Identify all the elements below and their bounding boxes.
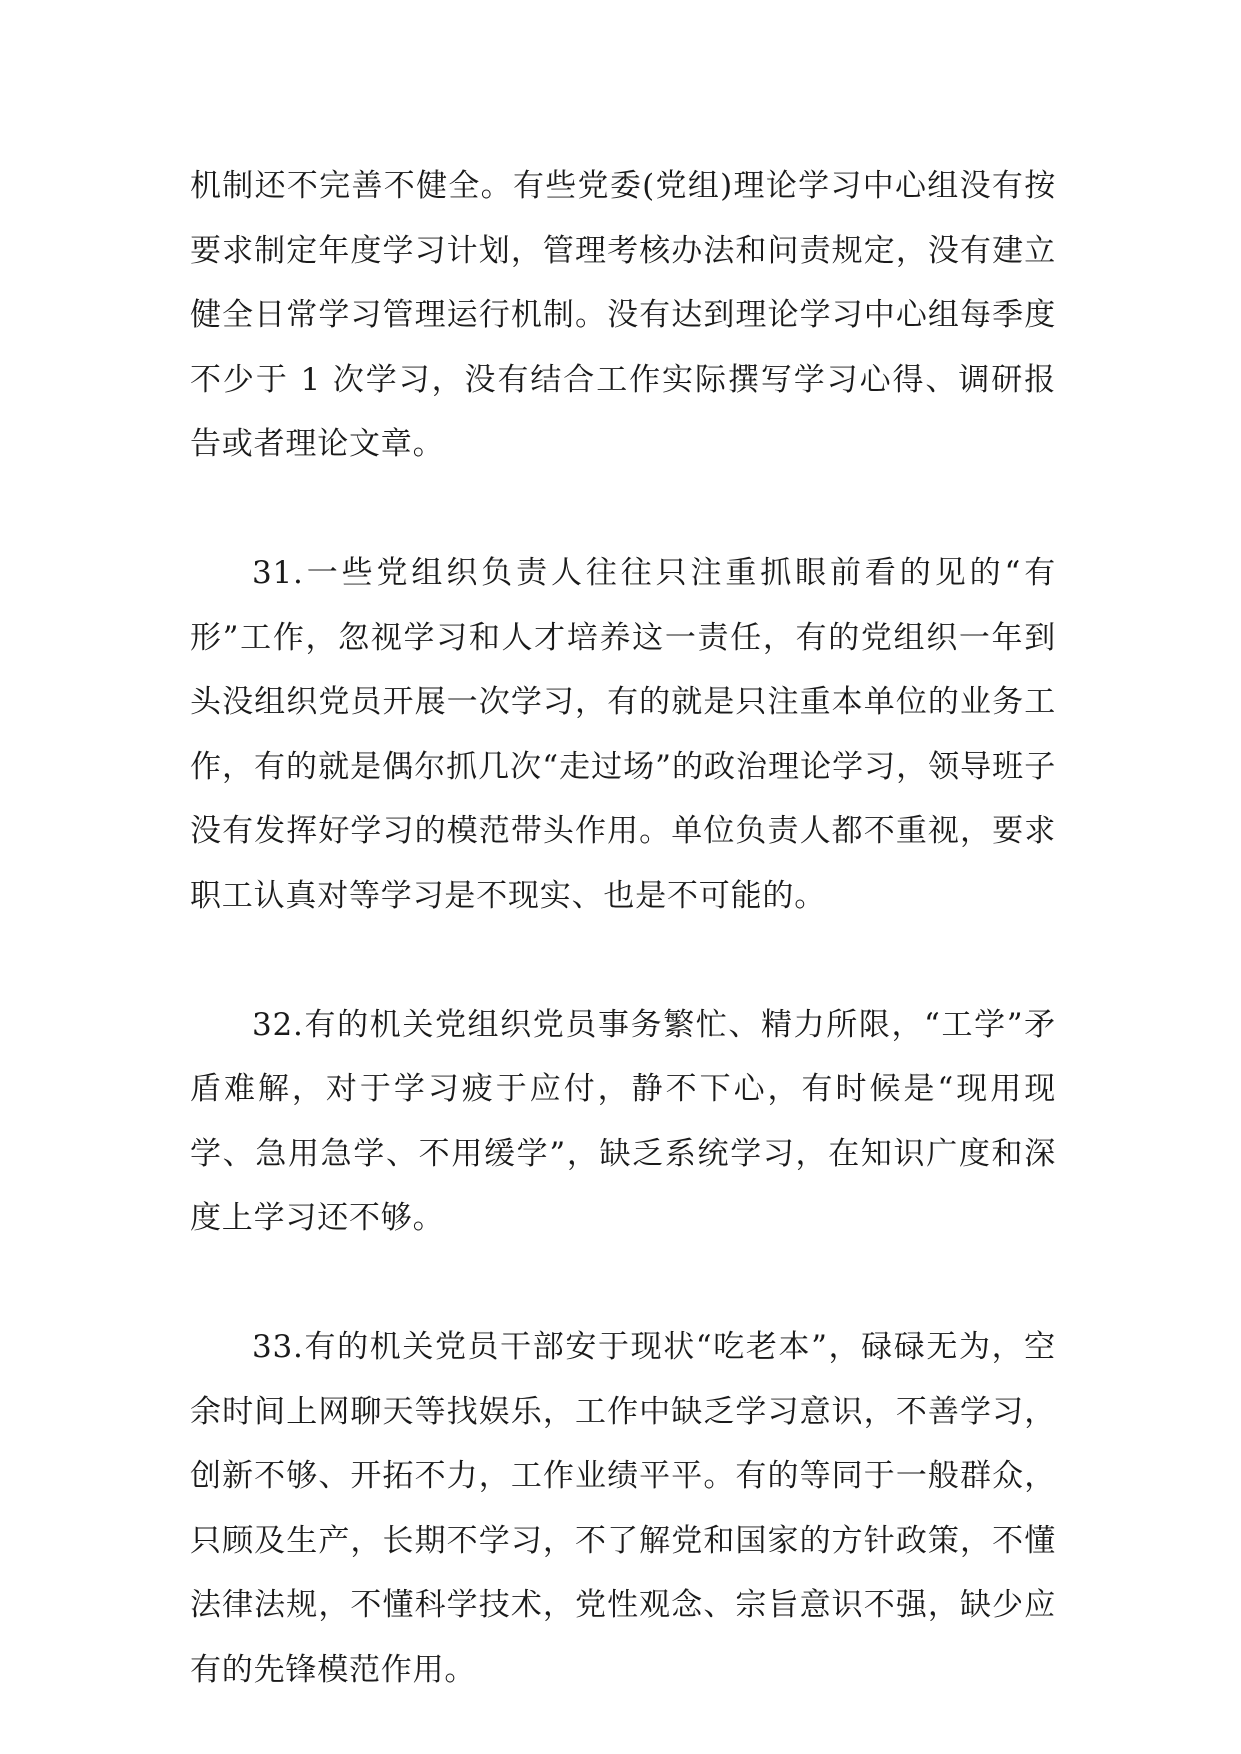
paragraph-33: 33.有的机关党员干部安于现状“吃老本”，碌碌无为，空余时间上网聊天等找娱乐，工作中缺乏学习意识，不善学习，创新不够、开拓不力，工作业绩平平。有的等同于一般群众，只顾及生产，长期不学习，不了解党和国家的方针政策，不懂法律法规，不懂科学技术，党性观念、宗旨意识不强，缺少应有的先锋模范作用。 <box>190 1329 1056 1688</box>
paragraph-continuation: 机制还不完善不健全。有些党委(党组)理论学习中心组没有按要求制定年度学习计划，管理考核办法和问责规定，没有建立健全日常学习管理运行机制。没有达到理论学习中心组每季度不少于 1 次学习，没有结合工作实际撰写学习心得、调研报告或者理论文章。 <box>190 168 1056 462</box>
paragraph-32: 32.有的机关党组织党员事务繁忙、精力所限，“工学”矛盾难解，对于学习疲于应付，静不下心，有时候是“现用现学、急用急学、不用缓学”，缺乏系统学习，在知识广度和深度上学习还不够。 <box>190 1006 1056 1236</box>
paragraph-spacer <box>190 477 1056 542</box>
paragraph-spacer <box>190 1251 1056 1316</box>
paragraph-spacer <box>190 928 1056 993</box>
paragraph-31: 31.一些党组织负责人往往只注重抓眼前看的见的“有形”工作，忽视学习和人才培养这一责任，有的党组织一年到头没组织党员开展一次学习，有的就是只注重本单位的业务工作，有的就是偶尔抓几次“走过场”的政治理论学习，领导班子没有发挥好学习的模范带头作用。单位负责人都不重视，要求职工认真对等学习是不现实、也是不可能的。 <box>190 555 1056 914</box>
document-body <box>190 154 1056 1702</box>
